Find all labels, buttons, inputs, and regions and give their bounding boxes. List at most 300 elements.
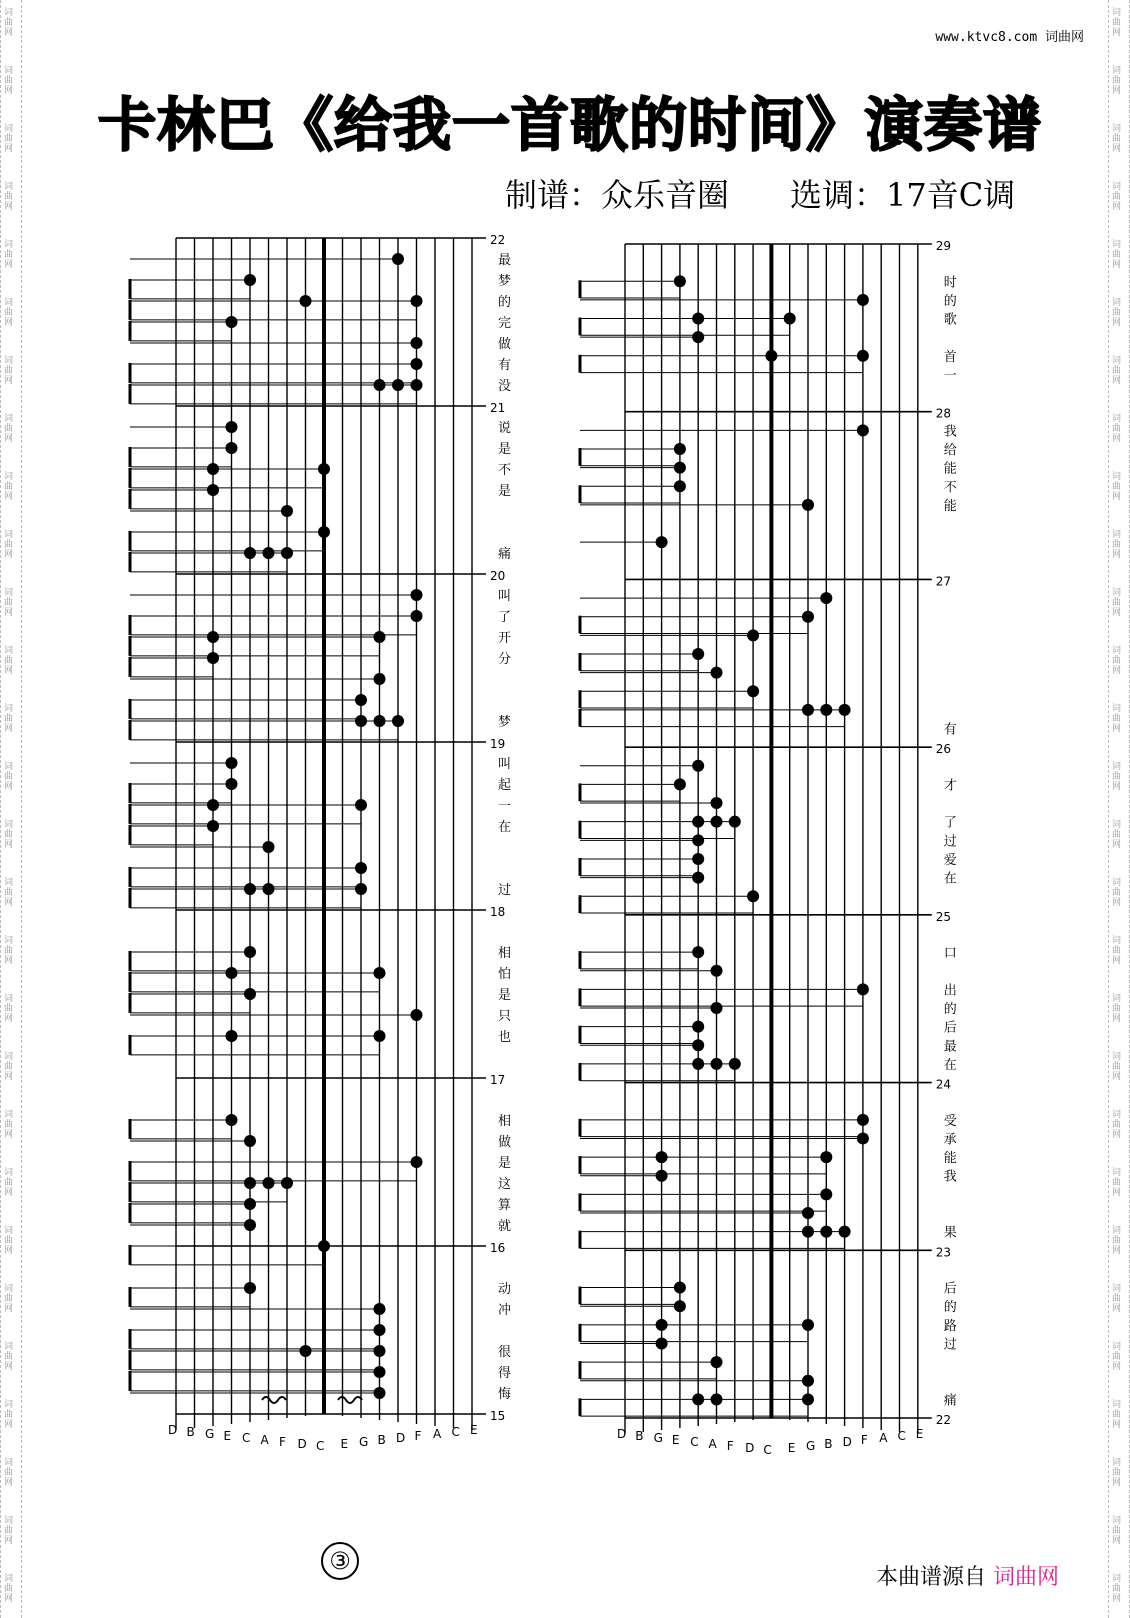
- side-watermark-text: 词曲网: [1112, 994, 1122, 1024]
- side-watermark-text: 词曲网: [1112, 588, 1122, 618]
- side-watermark-text: 词曲网: [1112, 414, 1122, 444]
- side-watermark-text: 词曲网: [4, 182, 14, 212]
- side-watermark-text: 词曲网: [4, 1110, 14, 1140]
- lyric-char: 时: [943, 275, 957, 291]
- note-dot: [244, 547, 256, 559]
- side-watermark-text: 词曲网: [1112, 1342, 1122, 1372]
- note-dot: [244, 1135, 256, 1147]
- side-watermark-text: 词曲网: [1112, 820, 1122, 850]
- lyric-char: 是: [498, 988, 512, 1003]
- side-watermark-text: 词曲网: [4, 1458, 14, 1488]
- note-dot: [374, 1030, 386, 1042]
- lyric-char: 相: [498, 1114, 512, 1129]
- note-dot: [656, 1337, 668, 1349]
- note-dot: [692, 331, 704, 343]
- lyric-char: 歌: [943, 312, 957, 328]
- note-dot: [244, 1219, 256, 1231]
- lyric-char: 说: [498, 421, 512, 436]
- key-label: E: [470, 1423, 478, 1437]
- note-dot: [747, 890, 759, 902]
- note-dot: [207, 820, 219, 832]
- measure-number: 18: [490, 905, 506, 919]
- note-dot: [656, 1319, 668, 1331]
- side-watermark-text: 词曲网: [1112, 1284, 1122, 1314]
- lyric-char: 算: [498, 1198, 512, 1213]
- key-label: C: [763, 1443, 772, 1457]
- lyric-char: 是: [498, 484, 512, 499]
- lyric-char: 一: [943, 368, 957, 384]
- key-label: F: [860, 1433, 868, 1447]
- key-label: D: [168, 1423, 178, 1437]
- lyric-char: 叫: [498, 757, 512, 772]
- note-dot: [857, 1132, 869, 1144]
- lyric-char: 了: [498, 610, 512, 625]
- note-dot: [355, 862, 367, 874]
- lyric-char: 才: [943, 778, 957, 794]
- key-label: B: [186, 1425, 195, 1439]
- key-label: G: [653, 1431, 663, 1445]
- note-dot: [411, 379, 423, 391]
- note-dot: [355, 715, 367, 727]
- note-dot: [857, 294, 869, 306]
- note-dot: [692, 816, 704, 828]
- note-dot: [226, 757, 238, 769]
- lyric-char: 我: [943, 424, 957, 440]
- side-watermark-text: 词曲网: [4, 1574, 14, 1604]
- note-dot: [711, 1356, 723, 1368]
- lyric-char: 的: [943, 1002, 957, 1018]
- note-dot: [656, 536, 668, 548]
- note-dot: [392, 379, 404, 391]
- note-dot: [374, 967, 386, 979]
- side-watermark-text: 词曲网: [1112, 936, 1122, 966]
- lyric-char: 给: [943, 442, 957, 458]
- side-watermark-text: 词曲网: [4, 820, 14, 850]
- note-dot: [263, 883, 275, 895]
- note-dot: [374, 1324, 386, 1336]
- lyric-char: 能: [943, 1151, 957, 1167]
- lyric-char: 没: [498, 379, 512, 394]
- key-label: B: [377, 1433, 386, 1447]
- key-label: D: [297, 1437, 307, 1451]
- lyric-char: 的: [498, 295, 512, 310]
- note-dot: [674, 1282, 686, 1294]
- lyric-char: 过: [943, 1337, 957, 1353]
- note-dot: [300, 1345, 312, 1357]
- side-watermark-text: 词曲网: [4, 66, 14, 96]
- note-dot: [411, 589, 423, 601]
- note-dot: [692, 872, 704, 884]
- note-dot: [802, 704, 814, 716]
- note-dot: [300, 295, 312, 307]
- lyric-char: 出: [943, 983, 957, 999]
- note-dot: [374, 1366, 386, 1378]
- note-dot: [656, 1170, 668, 1182]
- measure-number: 24: [935, 1077, 952, 1092]
- lyric-char: 在: [943, 871, 957, 887]
- key-label: E: [787, 1441, 796, 1455]
- note-dot: [692, 1039, 704, 1051]
- side-watermark-text: 词曲网: [1112, 704, 1122, 734]
- note-dot: [820, 592, 832, 604]
- note-dot: [226, 316, 238, 328]
- note-dot: [411, 1156, 423, 1168]
- lyric-char: 爱: [943, 852, 957, 868]
- key-label: B: [635, 1429, 644, 1443]
- side-watermark-text: 词曲网: [1112, 8, 1122, 38]
- note-dot: [318, 463, 330, 475]
- side-watermark-text: 词曲网: [4, 1168, 14, 1198]
- side-watermark-text: 词曲网: [4, 1342, 14, 1372]
- lyric-char: 过: [943, 834, 957, 850]
- side-watermark-text: 词曲网: [1112, 1574, 1122, 1604]
- note-dot: [857, 350, 869, 362]
- source-text: 本曲谱源自: [876, 1565, 987, 1590]
- note-dot: [692, 834, 704, 846]
- measure-number: 15: [490, 1409, 506, 1423]
- note-dot: [244, 883, 256, 895]
- measure-number: 21: [490, 401, 506, 415]
- note-dot: [244, 1282, 256, 1294]
- note-dot: [226, 778, 238, 790]
- lyric-char: 也: [498, 1030, 512, 1045]
- measure-number: 16: [490, 1241, 506, 1255]
- side-watermark-text: 词曲网: [4, 1226, 14, 1256]
- lyric-char: 动: [498, 1282, 512, 1297]
- lyric-char: 悔: [498, 1387, 512, 1402]
- note-dot: [857, 1114, 869, 1126]
- lyric-char: 冲: [498, 1303, 512, 1318]
- lyric-char: 不: [943, 480, 957, 496]
- side-watermark-text: 词曲网: [1112, 182, 1122, 212]
- measure-number: 22: [935, 1413, 952, 1427]
- side-watermark-text: 词曲网: [4, 588, 14, 618]
- measure-number: 27: [935, 574, 952, 589]
- key-label: D: [617, 1427, 627, 1441]
- lyric-char: 是: [498, 442, 512, 457]
- note-dot: [374, 631, 386, 643]
- side-watermark-text: 词曲网: [4, 704, 14, 734]
- lyric-char: 是: [498, 1156, 512, 1171]
- lyric-char: 做: [498, 1135, 512, 1150]
- side-watermark-text: 词曲网: [1112, 240, 1122, 270]
- note-dot: [839, 704, 851, 716]
- lyric-char: 承: [943, 1132, 957, 1148]
- side-watermark-text: 词曲网: [1112, 356, 1122, 386]
- note-dot: [374, 715, 386, 727]
- note-dot: [802, 1393, 814, 1405]
- note-dot: [392, 715, 404, 727]
- note-dot: [263, 1177, 275, 1189]
- note-dot: [692, 853, 704, 865]
- note-dot: [711, 1058, 723, 1070]
- note-dot: [820, 1226, 832, 1238]
- key-label: E: [340, 1437, 349, 1451]
- note-dot: [411, 610, 423, 622]
- note-dot: [692, 313, 704, 325]
- note-dot: [355, 799, 367, 811]
- note-dot: [839, 1226, 851, 1238]
- measure-number: 26: [935, 742, 952, 757]
- lyric-char: 就: [498, 1219, 512, 1234]
- note-dot: [802, 1375, 814, 1387]
- measure-number: 25: [935, 909, 952, 924]
- note-dot: [281, 547, 293, 559]
- note-dot: [226, 1030, 238, 1042]
- lyric-char: 路: [943, 1318, 957, 1334]
- side-watermark-text: 词曲网: [1112, 1052, 1122, 1082]
- side-watermark-text: 词曲网: [4, 414, 14, 444]
- lyric-char: 相: [498, 946, 512, 961]
- lyric-char: 的: [943, 1300, 957, 1316]
- note-dot: [747, 685, 759, 697]
- measure-number: 22: [490, 233, 506, 247]
- note-dot: [674, 480, 686, 492]
- note-dot: [857, 983, 869, 995]
- tremolo-mark: [338, 1397, 362, 1403]
- side-watermark-text: 词曲网: [4, 530, 14, 560]
- key-label: C: [690, 1435, 699, 1449]
- key-label: C: [451, 1425, 460, 1439]
- note-dot: [374, 673, 386, 685]
- note-dot: [207, 463, 219, 475]
- lyric-char: 梦: [498, 715, 512, 730]
- lyric-char: 很: [498, 1345, 512, 1360]
- key-label: F: [279, 1435, 286, 1449]
- side-watermark-text: 词曲网: [4, 8, 14, 38]
- lyric-char: 梦: [498, 274, 512, 289]
- page-number: ③: [321, 1542, 359, 1580]
- side-watermark-text: 词曲网: [4, 1516, 14, 1546]
- note-dot: [747, 629, 759, 641]
- note-dot: [784, 313, 796, 325]
- lyric-char: 起: [498, 778, 512, 793]
- lyric-char: 受: [943, 1113, 957, 1129]
- lyric-char: 我: [943, 1169, 957, 1185]
- note-dot: [802, 1319, 814, 1331]
- note-dot: [711, 797, 723, 809]
- note-dot: [674, 275, 686, 287]
- note-dot: [374, 1345, 386, 1357]
- note-dot: [729, 1058, 741, 1070]
- note-dot: [674, 443, 686, 455]
- measure-number: 23: [935, 1245, 952, 1260]
- lyric-char: 分: [498, 652, 512, 667]
- source-site[interactable]: 词曲网: [993, 1565, 1060, 1590]
- lyric-char: 最: [498, 253, 512, 268]
- measure-number: 28: [935, 406, 952, 421]
- tremolo-mark: [262, 1397, 286, 1403]
- lyric-char: 能: [943, 498, 957, 514]
- side-watermark-text: 词曲网: [4, 124, 14, 154]
- lyric-char: 完: [498, 316, 512, 331]
- note-dot: [207, 631, 219, 643]
- key-label: E: [223, 1429, 232, 1443]
- lyric-char: 有: [498, 358, 512, 373]
- note-dot: [411, 337, 423, 349]
- key-label: F: [414, 1429, 422, 1443]
- side-watermark-text: 词曲网: [1112, 1458, 1122, 1488]
- lyric-char: 有: [943, 722, 957, 738]
- side-watermark-text: 词曲网: [1112, 762, 1122, 792]
- note-dot: [244, 1177, 256, 1189]
- lyric-char: 一: [498, 799, 512, 814]
- lyric-char: 在: [943, 1057, 957, 1073]
- key-label: C: [897, 1429, 906, 1443]
- note-dot: [674, 778, 686, 790]
- lyric-char: 只: [498, 1009, 512, 1024]
- lyric-char: 开: [498, 631, 512, 646]
- note-dot: [820, 704, 832, 716]
- site-url[interactable]: www.ktvc8.com: [935, 30, 1038, 45]
- note-dot: [244, 946, 256, 958]
- side-watermark-text: 词曲网: [4, 356, 14, 386]
- lyric-char: 这: [498, 1177, 512, 1192]
- site-name[interactable]: 词曲网: [1044, 30, 1084, 45]
- side-watermark-text: 词曲网: [1112, 124, 1122, 154]
- note-dot: [207, 484, 219, 496]
- note-dot: [226, 1114, 238, 1126]
- measure-number: 29: [935, 239, 952, 253]
- lyric-char: 后: [943, 1281, 957, 1297]
- note-dot: [692, 946, 704, 958]
- note-dot: [765, 350, 777, 362]
- side-watermark-text: 词曲网: [4, 646, 14, 676]
- side-watermark-text: 词曲网: [4, 762, 14, 792]
- note-dot: [802, 1226, 814, 1238]
- side-watermark-text: 词曲网: [4, 1284, 14, 1314]
- note-dot: [392, 253, 404, 265]
- note-dot: [711, 816, 723, 828]
- note-dot: [692, 1393, 704, 1405]
- note-dot: [692, 760, 704, 772]
- lyric-char: 痛: [498, 547, 512, 562]
- key-label: D: [842, 1435, 852, 1449]
- side-watermark-text: 词曲网: [4, 936, 14, 966]
- note-dot: [281, 1177, 293, 1189]
- note-dot: [411, 358, 423, 370]
- note-dot: [674, 462, 686, 474]
- note-dot: [226, 442, 238, 454]
- side-watermark-text: 词曲网: [1112, 646, 1122, 676]
- side-watermark-text: 词曲网: [4, 298, 14, 328]
- note-dot: [711, 965, 723, 977]
- note-dot: [374, 1303, 386, 1315]
- lyric-char: 叫: [498, 589, 512, 604]
- note-dot: [318, 526, 330, 538]
- key-label: A: [879, 1431, 888, 1445]
- note-dot: [244, 988, 256, 1000]
- side-watermark-text: 词曲网: [1112, 1516, 1122, 1546]
- side-watermark-text: 词曲网: [1112, 66, 1122, 96]
- note-dot: [374, 1387, 386, 1399]
- side-watermark-text: 词曲网: [1112, 530, 1122, 560]
- lyric-char: 了: [943, 815, 957, 831]
- side-watermark-text: 词曲网: [1112, 1168, 1122, 1198]
- lyric-char: 后: [943, 1020, 957, 1036]
- side-watermark-text: 词曲网: [1112, 1226, 1122, 1256]
- lyric-char: 口: [943, 946, 957, 962]
- lyric-char: 痛: [943, 1393, 957, 1409]
- lyric-char: 果: [943, 1225, 957, 1241]
- note-dot: [244, 274, 256, 286]
- lyric-char: 怕: [498, 967, 512, 982]
- lyric-char: 过: [498, 883, 512, 898]
- note-dot: [281, 505, 293, 517]
- note-dot: [656, 1151, 668, 1163]
- side-watermark-text: 词曲网: [1112, 472, 1122, 502]
- note-dot: [820, 1188, 832, 1200]
- key-label: G: [205, 1427, 215, 1441]
- note-dot: [355, 694, 367, 706]
- lyric-char: 得: [498, 1366, 512, 1381]
- note-dot: [374, 379, 386, 391]
- lyric-char: 不: [498, 463, 512, 478]
- lyric-char: 在: [498, 820, 512, 835]
- key-label: D: [396, 1431, 406, 1445]
- side-watermark-text: 词曲网: [1112, 1110, 1122, 1140]
- note-dot: [411, 295, 423, 307]
- note-dot: [692, 1021, 704, 1033]
- note-dot: [729, 816, 741, 828]
- side-watermark-text: 词曲网: [4, 1052, 14, 1082]
- note-dot: [411, 1009, 423, 1021]
- note-dot: [226, 421, 238, 433]
- side-watermark-text: 词曲网: [4, 994, 14, 1024]
- note-dot: [263, 547, 275, 559]
- side-watermark-text: 词曲网: [4, 878, 14, 908]
- key-label: C: [242, 1431, 251, 1445]
- key-label: A: [708, 1437, 717, 1451]
- source-credit: [876, 1560, 1059, 1591]
- side-watermark-text: 词曲网: [4, 240, 14, 270]
- side-watermark-text: 词曲网: [4, 1400, 14, 1430]
- key-label: A: [260, 1433, 269, 1447]
- side-watermark-text: 词曲网: [1112, 298, 1122, 328]
- key-label: C: [316, 1439, 325, 1453]
- key-label: G: [806, 1439, 816, 1453]
- key-label: E: [915, 1427, 924, 1441]
- side-watermark-text: 词曲网: [1112, 1400, 1122, 1430]
- key-label: 选调：17音C调: [790, 176, 1016, 214]
- key-label: D: [745, 1441, 755, 1455]
- note-dot: [711, 667, 723, 679]
- side-watermark-text: 词曲网: [4, 472, 14, 502]
- lyric-char: 做: [498, 337, 512, 352]
- note-dot: [711, 1002, 723, 1014]
- note-dot: [802, 499, 814, 511]
- arranger-label: 制谱：众乐音圈: [505, 176, 730, 214]
- note-dot: [711, 1393, 723, 1405]
- page-title: 卡林巴《给我一首歌的时间》演奏谱: [97, 91, 1042, 159]
- lyric-char: 的: [943, 293, 957, 309]
- note-dot: [207, 799, 219, 811]
- note-dot: [820, 1151, 832, 1163]
- measure-number: 19: [490, 737, 506, 751]
- note-dot: [857, 424, 869, 436]
- lyric-char: 最: [943, 1039, 957, 1055]
- key-label: G: [359, 1435, 369, 1449]
- key-label: E: [671, 1433, 680, 1447]
- note-dot: [692, 1058, 704, 1070]
- key-label: A: [433, 1427, 442, 1441]
- measure-number: 20: [490, 569, 506, 583]
- lyric-char: 首: [943, 349, 957, 365]
- key-label: F: [726, 1439, 734, 1453]
- measure-number: 17: [490, 1073, 506, 1087]
- note-dot: [207, 652, 219, 664]
- note-dot: [355, 883, 367, 895]
